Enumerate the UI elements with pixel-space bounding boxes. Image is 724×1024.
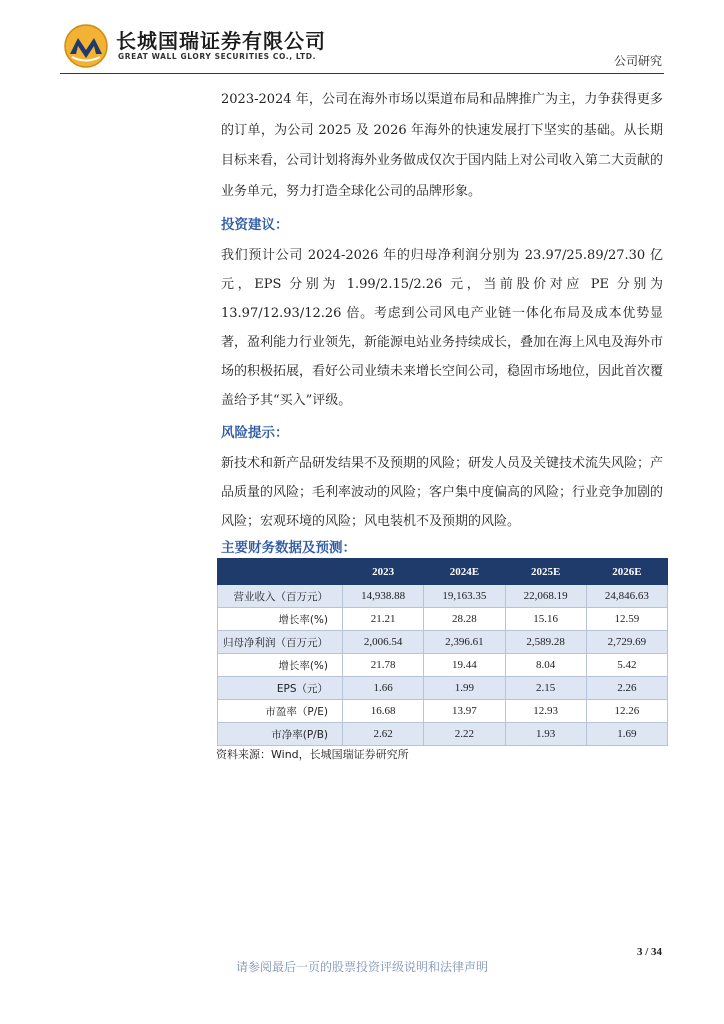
table-row [218, 654, 668, 677]
header-cell: 2023 [343, 559, 424, 585]
report-body [221, 85, 663, 536]
table-cell: 1.93 [505, 723, 586, 746]
page-header [60, 22, 664, 72]
table-cell: 22,068.19 [505, 585, 586, 608]
table-cell: 12.26 [586, 700, 667, 723]
table-cell: 12.93 [505, 700, 586, 723]
header-divider [60, 73, 664, 74]
table-row [218, 631, 668, 654]
table-row [218, 677, 668, 700]
header-cell [218, 559, 343, 585]
table-cell: 2,396.61 [424, 631, 505, 654]
table-row [218, 700, 668, 723]
financial-table [217, 558, 668, 746]
risk-heading: 风险提示： [221, 425, 289, 441]
table-cell: 2,589.28 [505, 631, 586, 654]
company-name-en: GREAT WALL GLORY SECURITIES CO., LTD. [118, 52, 317, 61]
table-cell: 21.78 [343, 654, 424, 677]
company-name-cn: 长城国瑞证券有限公司 [116, 29, 326, 53]
row-label: EPS（元） [218, 677, 343, 700]
header-cell: 2026E [586, 559, 667, 585]
row-label: 归母净利润（百万元） [218, 631, 343, 654]
table-source: 资料来源：Wind，长城国瑞证券研究所 [216, 748, 409, 761]
table-cell: 16.68 [343, 700, 424, 723]
table-cell: 2,729.69 [586, 631, 667, 654]
header-cell: 2025E [505, 559, 586, 585]
investment-advice-heading: 投资建议： [221, 217, 289, 233]
table-cell: 19.44 [424, 654, 505, 677]
table-cell: 2.15 [505, 677, 586, 700]
table-row [218, 608, 668, 631]
row-label: 增长率(%) [218, 654, 343, 677]
financial-table-title: 主要财务数据及预测： [221, 540, 356, 556]
table-cell: 1.66 [343, 677, 424, 700]
table-cell: 2.22 [424, 723, 505, 746]
table-cell: 12.59 [586, 608, 667, 631]
table-cell: 19,163.35 [424, 585, 505, 608]
table-cell: 2.62 [343, 723, 424, 746]
header-cell: 2024E [424, 559, 505, 585]
row-label: 增长率(%) [218, 608, 343, 631]
table-cell: 24,846.63 [586, 585, 667, 608]
table-row [218, 585, 668, 608]
table-cell: 2.26 [586, 677, 667, 700]
table-cell: 28.28 [424, 608, 505, 631]
row-label: 市盈率（P/E) [218, 700, 343, 723]
page-number: 3 / 34 [636, 946, 662, 958]
table-cell: 5.42 [586, 654, 667, 677]
table-cell: 2,006.54 [343, 631, 424, 654]
row-label: 营业收入（百万元） [218, 585, 343, 608]
footer-disclaimer: 请参阅最后一页的股票投资评级说明和法律声明 [235, 960, 488, 974]
table-cell: 14,938.88 [343, 585, 424, 608]
table-row [218, 723, 668, 746]
table-cell: 8.04 [505, 654, 586, 677]
overseas-paragraph: 2023-2024 年，公司在海外市场以渠道布局和品牌推广为主，力争获得更多的订单，为公司 2025 及 2026 年海外的快速发展打下坚实的基础。从长期目标来看，公司计划将海外业务做成仅次于国内陆上对公司收入第二大贡献的业务单元，努力打造全球化公司的品牌形象。 [221, 92, 664, 199]
row-label: 市净率(P/B) [218, 723, 343, 746]
investment-advice-text: 我们预计公司 2024-2026 年的归母净利润分别为 23.97/25.89/27.30 亿元，EPS 分别为 1.99/2.15/2.26 元，当前股价对应 PE 分别为 13.97/12.93/12.26 倍。考虑到公司风电产业链一体化布局及成本优势显著，盈利能力行业领先，新能源电站业务持续成长，叠加在海上风电及海外市场的积极拓展，看好公司业绩未来增长空间公司，稳固市场地位，因此首次覆盖给予其“买入”评级。 [221, 248, 664, 408]
table-cell: 21.21 [343, 608, 424, 631]
table-cell: 13.97 [424, 700, 505, 723]
table-header-row [218, 559, 668, 585]
risk-text: 新技术和新产品研发结果不及预期的风险；研发人员及关键技术流失风险；产品质量的风险；毛利率波动的风险；客户集中度偏高的风险；行业竞争加剧的风险；宏观环境的风险；风电装机不及预期的风险。 [221, 456, 664, 529]
company-logo [64, 24, 108, 68]
table-cell: 1.99 [424, 677, 505, 700]
table-cell: 1.69 [586, 723, 667, 746]
table-cell: 15.16 [505, 608, 586, 631]
report-section-label: 公司研究 [613, 54, 662, 68]
